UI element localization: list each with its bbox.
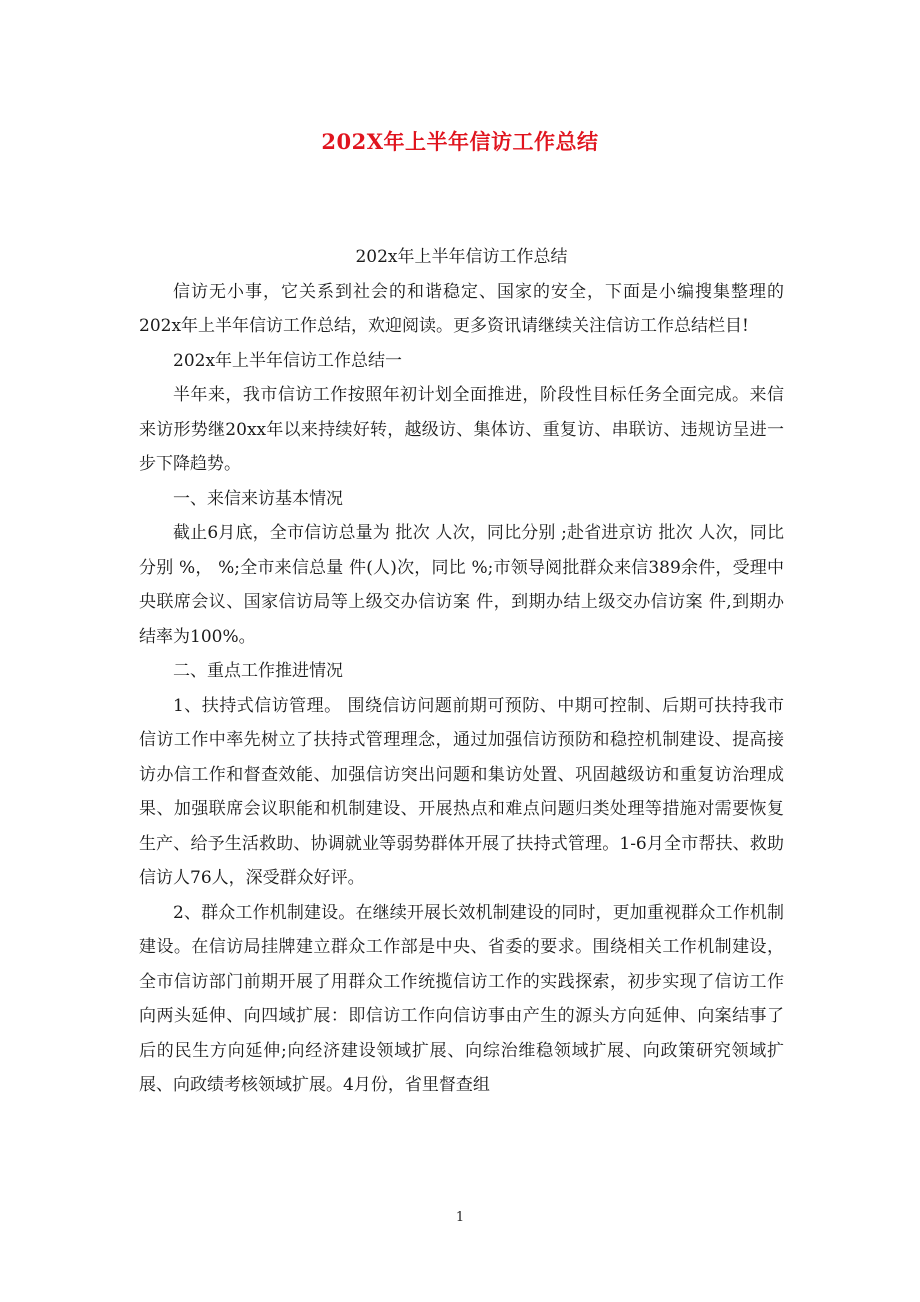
document-title: 202X年上半年信访工作总结 [321, 129, 599, 154]
paragraph-overview: 半年来，我市信访工作按照年初计划全面推进，阶段性目标任务全面完成。来信来访形势继20xx年以来持续好转，越级访、集体访、重复访、串联访、违规访呈进一步下降趋势。 [139, 385, 784, 474]
paragraph-mass-work-mechanism: 2、群众工作机制建设。在继续开展长效机制建设的同时，更加重视群众工作机制建设。在信访局挂牌建立群众工作部是中央、省委的要求。围绕相关工作机制建设，全市信访部门前期开展了用群众工作统揽信访工作的实践探索，初步实现了信访工作向两头延伸、向四域扩展：即信访工作向信访事由产生的源头方向延伸、向案结事了后的民生方向延伸;向经济建设领域扩展、向综治维稳领域扩展、向政策研究领域扩展、向政绩考核领域扩展。4月份，省里督查组 [139, 902, 784, 1095]
paragraph-intro: 信访无小事，它关系到社会的和谐稳定、国家的安全，下面是小编搜集整理的202x年上半年信访工作总结，欢迎阅读。更多资讯请继续关注信访工作总结栏目! [139, 281, 784, 336]
page-number: 1 [455, 1210, 465, 1225]
paragraph-statistics: 截止6月底，全市信访总量为 批次 人次，同比分别 ;赴省进京访 批次 人次，同比分别 %， %;全市来信总量 件(人)次，同比 %;市领导阅批群众来信389余件，受理中央联席会议、国家信访局等上级交办信访案 件，到期办结上级交办信访案 件,到期办结率为100%。 [139, 523, 784, 647]
document-subtitle: 202x年上半年信访工作总结 [355, 247, 568, 267]
section-heading-part-one: 202x年上半年信访工作总结一 [173, 350, 403, 371]
section-heading-basic-situation: 一、来信来访基本情况 [173, 488, 343, 509]
paragraph-support-management: 1、扶持式信访管理。 围绕信访问题前期可预防、中期可控制、后期可扶持我市信访工作中率先树立了扶持式管理理念，通过加强信访预防和稳控机制建设、提高接访办信工作和督查效能、加强信访突出问题和集访处置、巩固越级访和重复访治理成果、加强联席会议职能和机制建设、开展热点和难点问题归类处理等措施对需要恢复生产、给予生活救助、协调就业等弱势群体开展了扶持式管理。1-6月全市帮扶、救助信访人76人，深受群众好评。 [139, 695, 784, 888]
section-heading-key-work: 二、重点工作推进情况 [173, 661, 343, 681]
document-body [139, 240, 784, 1103]
